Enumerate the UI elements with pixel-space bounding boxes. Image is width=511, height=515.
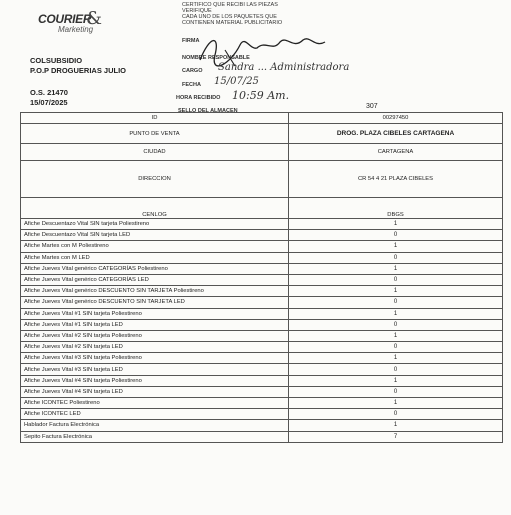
item-name: Afiche Jueves Vital #2 SIN tarjeta Poliestireno [21, 330, 289, 341]
field-fecha: FECHA [182, 82, 201, 88]
cert-line: VERIFIQUE [182, 8, 212, 14]
item-rows [21, 219, 503, 443]
table-row [21, 263, 503, 274]
logo-ampersand: & [86, 8, 103, 29]
item-name: Afiche Jueves Vital #3 SIN tarjeta LED [21, 364, 289, 375]
id-label: ID [21, 113, 289, 124]
item-name: Afiche Jueves Vital #4 SIN tarjeta Poliestireno [21, 375, 289, 386]
item-name: Afiche ICONTEC LED [21, 409, 289, 420]
dir-label: DIRECCION [21, 161, 289, 198]
item-qty: 1 [289, 241, 503, 252]
table-row [21, 409, 503, 420]
cen-value: DBGS [289, 198, 503, 219]
item-qty: 1 [289, 375, 503, 386]
item-qty: 1 [289, 308, 503, 319]
table-row [21, 353, 503, 364]
table-row [21, 319, 503, 330]
pv-value: DROG. PLAZA CIBELES CARTAGENA [289, 124, 503, 144]
item-name: Afiche ICONTEC Poliestireno [21, 398, 289, 409]
table-row [21, 330, 503, 341]
table-row [21, 364, 503, 375]
item-qty: 1 [289, 263, 503, 274]
item-qty: 1 [289, 353, 503, 364]
item-name: Afiche Descuentazo Vital SIN tarjeta LED [21, 230, 289, 241]
item-name: Afiche Martes con M Poliestireno [21, 241, 289, 252]
sender-area: P.O.P DROGUERIAS JULIO [30, 66, 126, 75]
sender-name: COLSUBSIDIO [30, 56, 83, 65]
table-row [21, 230, 503, 241]
item-qty: 1 [289, 330, 503, 341]
item-name: Hablador Factura Electrónica [21, 420, 289, 431]
table-row [21, 420, 503, 431]
pv-label: PUNTO DE VENTA [21, 124, 289, 144]
item-qty: 0 [289, 252, 503, 263]
table-row [21, 161, 503, 198]
dir-value: CR 54 4 21 PLAZA CIBELES [289, 161, 503, 198]
item-qty: 0 [289, 319, 503, 330]
field-hora: HORA RECIBIDO [176, 95, 221, 101]
item-qty: 1 [289, 420, 503, 431]
table-row [21, 144, 503, 161]
id-value: 00297450 [289, 113, 503, 124]
handwritten-date: 15/07/25 [214, 76, 259, 87]
table-row [21, 198, 503, 219]
item-name: Afiche Jueves Vital genérico CATEGORÍAS LED [21, 274, 289, 285]
item-qty: 1 [289, 286, 503, 297]
order-number: O.S. 21470 [30, 88, 68, 97]
table-row [21, 375, 503, 386]
delivery-table [20, 112, 503, 443]
table-row [21, 342, 503, 353]
field-sello: SELLO DEL ALMACEN [178, 108, 238, 114]
table-row [21, 274, 503, 285]
item-qty: 0 [289, 386, 503, 397]
reference-number: 307 [366, 103, 378, 110]
item-qty: 0 [289, 297, 503, 308]
certification-text [182, 2, 342, 26]
field-cargo: CARGO [182, 68, 203, 74]
logo-sub: Marketing [58, 25, 94, 34]
table-row [21, 386, 503, 397]
cert-line: CERTIFICO QUE RECIBI LAS PIEZAS [182, 2, 278, 8]
item-name: Afiche Jueves Vital #1 SIN tarjeta Poliestireno [21, 308, 289, 319]
item-name: Afiche Jueves Vital #3 SIN tarjeta Poliestireno [21, 353, 289, 364]
item-name: Afiche Jueves Vital #2 SIN tarjeta LED [21, 342, 289, 353]
cert-line: CADA UNO DE LOS PAQUETES QUE [182, 14, 277, 20]
table-row [21, 252, 503, 263]
table-row [21, 308, 503, 319]
item-qty: 1 [289, 219, 503, 230]
table-row [21, 113, 503, 124]
table-row [21, 431, 503, 442]
logo-brand: COURIER [38, 12, 92, 26]
item-name: Afiche Jueves Vital genérico DESCUENTO SIN TARJETA LED [21, 297, 289, 308]
table-row [21, 286, 503, 297]
city-label: CIUDAD [21, 144, 289, 161]
item-qty: 0 [289, 342, 503, 353]
item-name: Afiche Jueves Vital #1 SIN tarjeta LED [21, 319, 289, 330]
order-block [30, 88, 68, 108]
handwritten-name: Sandra ... Administradora [218, 62, 350, 73]
item-name: Afiche Descuentazo Vital SIN tarjeta Poliestireno [21, 219, 289, 230]
table-row [21, 219, 503, 230]
item-name: Afiche Jueves Vital #4 SIN tarjeta LED [21, 386, 289, 397]
table-row [21, 297, 503, 308]
item-qty: 0 [289, 409, 503, 420]
item-qty: 7 [289, 431, 503, 442]
table-row [21, 398, 503, 409]
field-firma: FIRMA [182, 38, 200, 44]
cert-line: CONTIENEN MATERIAL PUBLICITARIO [182, 20, 283, 26]
item-qty: 0 [289, 274, 503, 285]
item-name: Afiche Jueves Vital genérico CATEGORÍAS Poliestireno [21, 263, 289, 274]
courier-marketing-logo [28, 6, 108, 36]
cen-label: CENLOG [21, 198, 289, 219]
order-date: 15/07/2025 [30, 98, 68, 107]
table-row [21, 124, 503, 144]
city-value: CARTAGENA [289, 144, 503, 161]
sender-block [30, 56, 126, 76]
item-qty: 1 [289, 398, 503, 409]
item-name: Sepito Factura Electrónica [21, 431, 289, 442]
handwritten-time: 10:59 Am. [232, 89, 290, 102]
item-name: Afiche Jueves Vital genérico DESCUENTO SIN TARJETA Poliestireno [21, 286, 289, 297]
field-responsable: NOMBRE RESPONSABLE [182, 55, 250, 61]
item-qty: 0 [289, 230, 503, 241]
item-qty: 0 [289, 364, 503, 375]
table-row [21, 241, 503, 252]
item-name: Afiche Martes con M LED [21, 252, 289, 263]
